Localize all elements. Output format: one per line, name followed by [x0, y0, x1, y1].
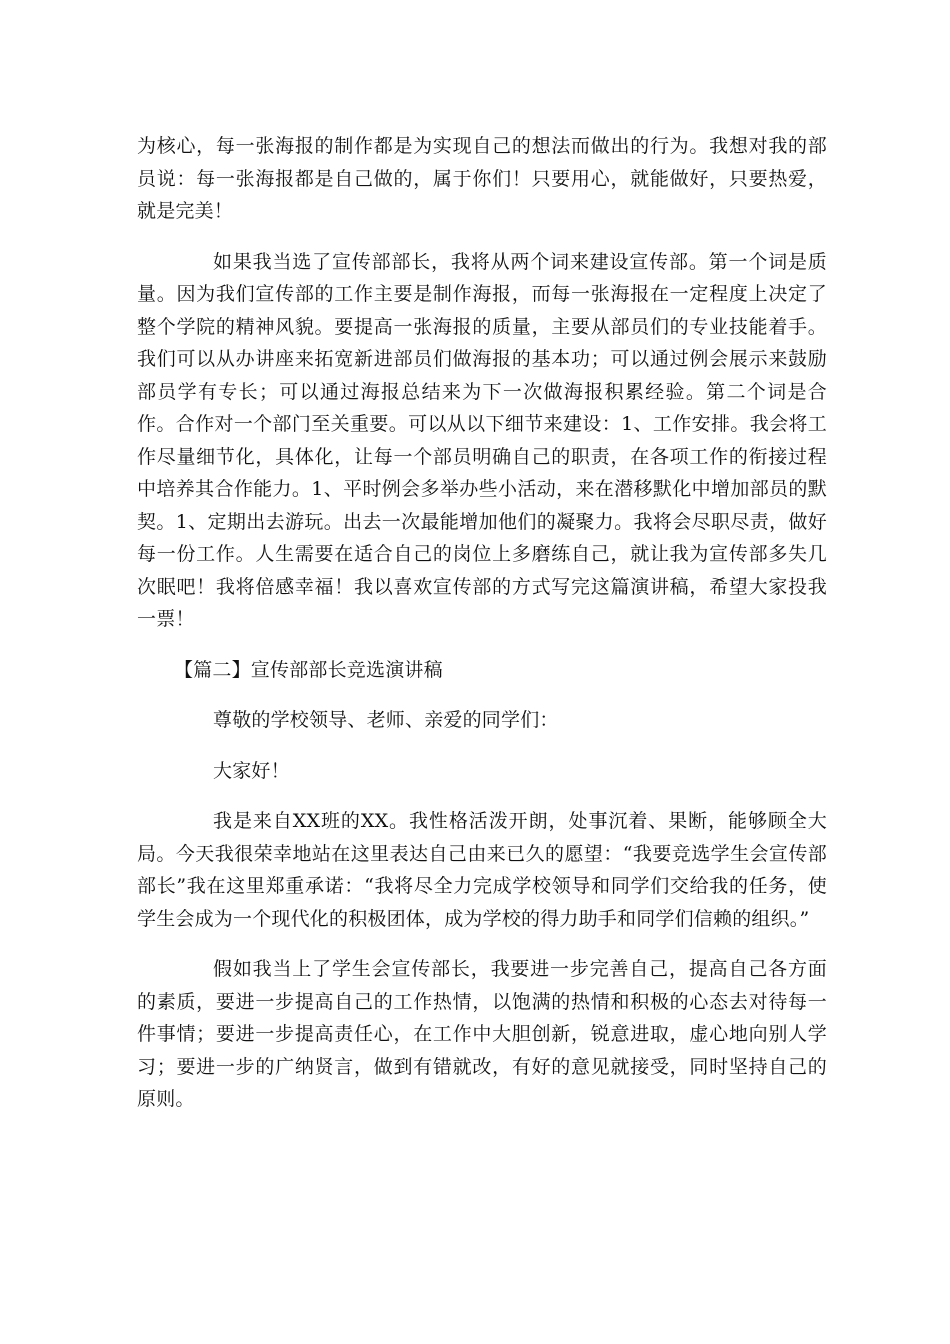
salutation: 尊敬的学校领导、老师、亲爱的同学们： — [213, 709, 559, 731]
body-paragraph: 假如我当上了学生会宣传部长，我要进一步完善自己，提高自己各方面的素质，要进一步提高自己的工作热情，以饱满的热情和积极的心态去对待每一件事情；要进一步提高责任心，在工作中大胆创新，锐意进取，虚心地向别人学习；要进一步的广纳贤言，做到有错就改，有好的意见就接受，同时坚持自己的原则。 — [137, 958, 827, 1110]
greeting: 大家好！ — [213, 759, 290, 782]
body-paragraph: 为核心，每一张海报的制作都是为实现自己的想法而做出的行为。我想对我的部员说：每一张海报都是自己做的，属于你们！只要用心，就能做好，只要热爱，就是完美！ — [137, 135, 827, 222]
document-page — [137, 130, 827, 1134]
section-heading: 【篇二】宣传部部长竞选演讲稿 — [174, 658, 443, 681]
body-paragraph: 我是来自XX班的XX。我性格活泼开朗，处事沉着、果断，能够顾全大局。今天我很荣幸地站在这里表达自己由来已久的愿望：“我要竞选学生会宣传部部长”我在这里郑重承诺：“我将尽全力完成学校领导和同学们交给我的任务，使学生会成为一个现代化的积极团体，成为学校的得力助手和同学们信赖的组织。” — [137, 810, 827, 930]
body-paragraph: 如果我当选了宣传部部长，我将从两个词来建设宣传部。第一个词是质量。因为我们宣传部的工作主要是制作海报，而每一张海报在一定程度上决定了整个学院的精神风貌。要提高一张海报的质量，主要从部员们的专业技能着手。我们可以从办讲座来拓宽新进部员们做海报的基本功；可以通过例会展示来鼓励部员学有专长；可以通过海报总结来为下一次做海报积累经验。第二个词是合作。合作对一个部门至关重要。可以从以下细节来建设：1、工作安排。我会将工作尽量细节化，具体化，让每一个部员明确自己的职责，在各项工作的衔接过程中培养其合作能力。1、平时例会多举办些小活动，来在潜移默化中增加部员的默契。1、定期出去游玩。出去一次最能增加他们的凝聚力。我将会尽职尽责，做好每一份工作。人生需要在适合自己的岗位上多磨练自己，就让我为宣传部多失几次眠吧！我将倍感幸福！我以喜欢宣传部的方式写完这篇演讲稿，希望大家投我一票！ — [137, 250, 827, 630]
